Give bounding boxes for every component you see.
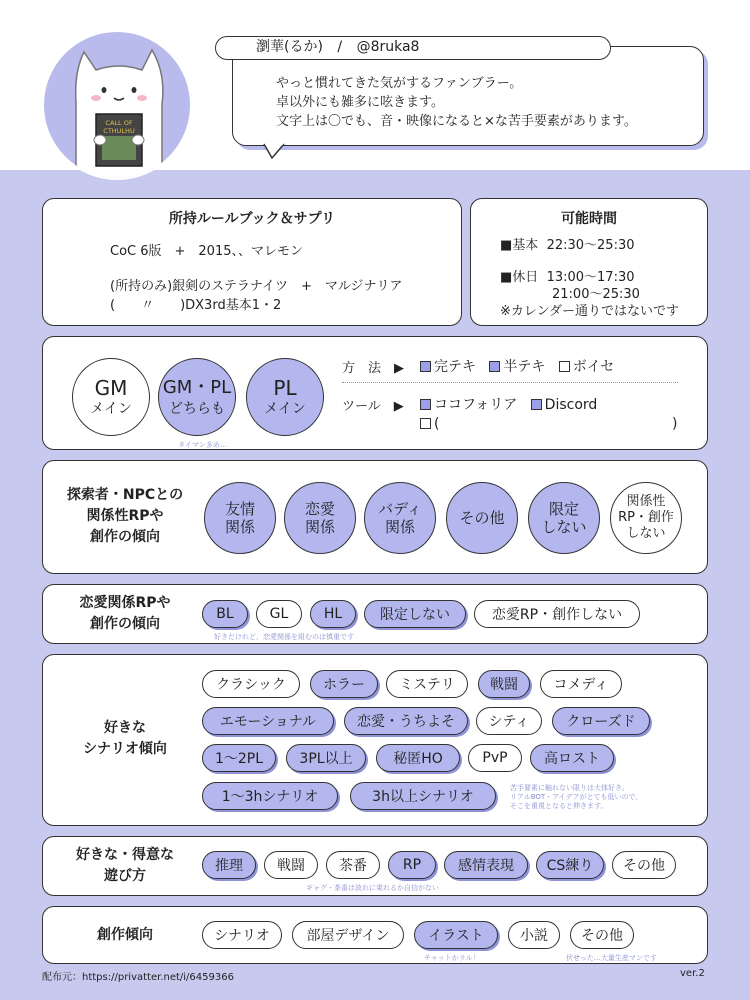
relations-label-3: 創作の傾向 (90, 529, 160, 545)
relation-unlimited[interactable] (528, 482, 600, 554)
pl-main-option[interactable] (246, 358, 324, 436)
tool-checkbox-other[interactable] (420, 418, 431, 429)
play-cs[interactable]: CS練り (536, 851, 604, 879)
profile-name: 瀏華(るか) (256, 39, 323, 55)
relation-none-line-3: しない (626, 526, 666, 541)
relation-romance[interactable] (284, 482, 356, 554)
other-close: ) (672, 416, 678, 432)
romance-label (50, 593, 200, 635)
profile-handle: @8ruka8 (356, 39, 420, 55)
scenario-note-2: リアルBOT・アイデアがとても低いので、 (510, 793, 643, 801)
favorite-play-label-2: 遊び方 (104, 868, 146, 884)
method-checkbox-1[interactable] (420, 361, 431, 372)
method-checkbox-3[interactable] (559, 361, 570, 372)
bio-line-3: 文字上は〇でも、音・映像になると×な苦手要素があります。 (276, 114, 637, 129)
relation-none[interactable] (610, 482, 682, 554)
scenario-battle[interactable]: 戦闘 (478, 670, 530, 698)
relations-label (50, 485, 200, 548)
relations-label-2: 関係性RPや (86, 508, 164, 524)
avatar (42, 30, 192, 180)
relation-none-line-2: RP・創作 (618, 510, 674, 525)
relation-buddy-line-1: バディ (378, 500, 422, 518)
gm-main-option[interactable] (72, 358, 150, 436)
rulebook-line-2: (所持のみ)銀剣のステラナイツ + マルジナリア (110, 279, 403, 294)
play-farce[interactable]: 茶番 (326, 851, 380, 879)
name-bar (215, 36, 611, 60)
method-1: 完テキ (434, 359, 476, 375)
other-open: ( (434, 416, 440, 432)
pl-main-line-1: PL (273, 376, 297, 400)
creation-note-1: チャットかラル！ (424, 954, 480, 962)
romance-bl[interactable]: BL (202, 600, 248, 628)
creation-room-design[interactable]: 部屋デザイン (292, 921, 404, 949)
scenario-note-1: 苦手要素に触れない限りは大体好き。 (510, 784, 629, 792)
scenario-3pl-plus[interactable]: 3PL以上 (286, 744, 366, 772)
relation-other[interactable] (446, 482, 518, 554)
scenario-horror[interactable]: ホラー (310, 670, 378, 698)
scenario-1-2pl[interactable]: 1〜2PL (202, 744, 276, 772)
scenario-romance[interactable]: 恋愛・うちよそ (344, 707, 468, 735)
relation-friendship-line-2: 関係 (224, 518, 255, 536)
relation-other-line-1: その他 (459, 509, 505, 527)
method-2: 半テキ (503, 359, 546, 375)
tool-checkbox-1[interactable] (420, 399, 431, 410)
bio-line-1: やっと慣れてきた気がするファンブラー。 (276, 76, 523, 91)
book-title-text-2: CTHULHU (103, 127, 135, 135)
weekday-time: 22:30〜25:30 (546, 238, 635, 253)
rulebook-line-1: CoC 6版 + 2015、、マレモン (110, 244, 303, 259)
play-emotion[interactable]: 感情表現 (444, 851, 528, 879)
creation-label: 創作傾向 (97, 927, 153, 943)
gm-main-line-2: メイン (90, 401, 132, 417)
scenario-3h-plus[interactable]: 3h以上シナリオ (350, 782, 496, 810)
relation-unlimited-line-2: しない (541, 518, 587, 536)
holiday-time-1: 13:00〜17:30 (546, 270, 635, 285)
scenario-note (510, 784, 642, 811)
rulebook-line-3: ( 〃 )DX3rd基本1・2 (110, 298, 282, 313)
scenario-closed[interactable]: クローズド (552, 707, 650, 735)
holiday-time-2: 21:00〜25:30 (552, 287, 640, 302)
favorite-play-label (50, 845, 200, 887)
relation-buddy-line-2: 関係 (384, 518, 415, 536)
both-line-2: どちらも (169, 401, 225, 417)
creation-note-2: 伏せった…大量生産マンです (566, 954, 657, 962)
relation-buddy[interactable] (364, 482, 436, 554)
scenario-classic[interactable]: クラシック (202, 670, 300, 698)
creation-other[interactable]: その他 (570, 921, 634, 949)
relation-romance-line-1: 恋愛 (304, 500, 335, 518)
divider (342, 382, 678, 383)
play-note: ギャグ・茶番は波れに乗れるか自信がない (306, 884, 439, 892)
tool-label: ツール ▶ (342, 399, 404, 414)
romance-label-2: 創作の傾向 (90, 616, 160, 632)
footer-source: 配布元：https://privatter.net/i/6459366 (42, 972, 234, 983)
scenario-label (50, 718, 200, 760)
availability-note: ※カレンダー通りではないです (500, 304, 680, 319)
scenario-1-3h[interactable]: 1〜3hシナリオ (202, 782, 338, 810)
scenario-label-1: 好きな (104, 720, 146, 736)
relation-none-line-1: 関係性 (626, 494, 666, 509)
play-battle[interactable]: 戦闘 (264, 851, 318, 879)
scenario-city[interactable]: シティ (476, 707, 542, 735)
scenario-high-lost[interactable]: 高ロスト (530, 744, 614, 772)
pl-main-line-2: メイン (264, 401, 306, 417)
tool-2: Discord (544, 397, 598, 413)
relation-friendship[interactable] (204, 482, 276, 554)
play-deduction[interactable]: 推理 (202, 851, 256, 879)
scenario-comedy[interactable]: コメディ (540, 670, 622, 698)
romance-unlimited[interactable]: 限定しない (364, 600, 466, 628)
bio-line-2: 卓以外にも雑多に呟きます。 (276, 95, 444, 110)
romance-hl[interactable]: HL (310, 600, 356, 628)
romance-gl[interactable]: GL (256, 600, 302, 628)
footer-version: ver.2 (680, 968, 705, 979)
tool-1: ココフォリア (434, 397, 518, 413)
gm-main-line-1: GM (94, 376, 128, 400)
scenario-note-3: そこを重視となると伸きます。 (510, 802, 608, 810)
scenario-pvp[interactable]: PvP (468, 744, 522, 772)
holiday-label: ■休日 (500, 270, 539, 285)
bubble-tail (262, 140, 292, 162)
creation-illustration[interactable]: イラスト (414, 921, 498, 949)
name-separator: / (337, 39, 343, 55)
both-line-1: GM・PL (162, 377, 232, 398)
bio-text (276, 74, 637, 131)
relations-label-1: 探索者・NPCとの (66, 487, 184, 503)
tool-checkbox-2[interactable] (531, 399, 542, 410)
romance-none[interactable]: 恋愛RP・創作しない (474, 600, 640, 628)
both-note: タイマン多め… (178, 441, 227, 449)
play-other[interactable]: その他 (612, 851, 676, 879)
scenario-emotional[interactable]: エモーショナル (202, 707, 334, 735)
rulebooks-title: 所持ルールブック＆サプリ (168, 211, 336, 227)
relation-unlimited-line-1: 限定 (548, 500, 579, 518)
creation-novel[interactable]: 小説 (508, 921, 560, 949)
availability-title: 可能時間 (561, 211, 617, 227)
romance-note: 好きだけれど、恋愛関係を組むのは慎重です (214, 633, 354, 641)
weekday-label: ■基本 (500, 238, 539, 253)
creation-scenario[interactable]: シナリオ (202, 921, 282, 949)
method-3: ボイセ (572, 359, 615, 375)
favorite-play-label-1: 好きな・得意な (76, 847, 174, 863)
book-title-text: CALL OF (105, 119, 133, 127)
romance-label-1: 恋愛関係RPや (79, 595, 171, 611)
scenario-secret-ho[interactable]: 秘匿HO (376, 744, 460, 772)
cat-avatar-illustration (44, 32, 192, 180)
relation-friendship-line-1: 友情 (224, 500, 255, 518)
method-checkbox-2[interactable] (489, 361, 500, 372)
relation-romance-line-2: 関係 (304, 518, 335, 536)
both-option[interactable] (158, 358, 236, 436)
scenario-mystery[interactable]: ミステリ (386, 670, 468, 698)
method-label: 方 法 ▶ (342, 361, 404, 376)
play-rp[interactable]: RP (388, 851, 436, 879)
scenario-label-2: シナリオ傾向 (83, 741, 167, 757)
